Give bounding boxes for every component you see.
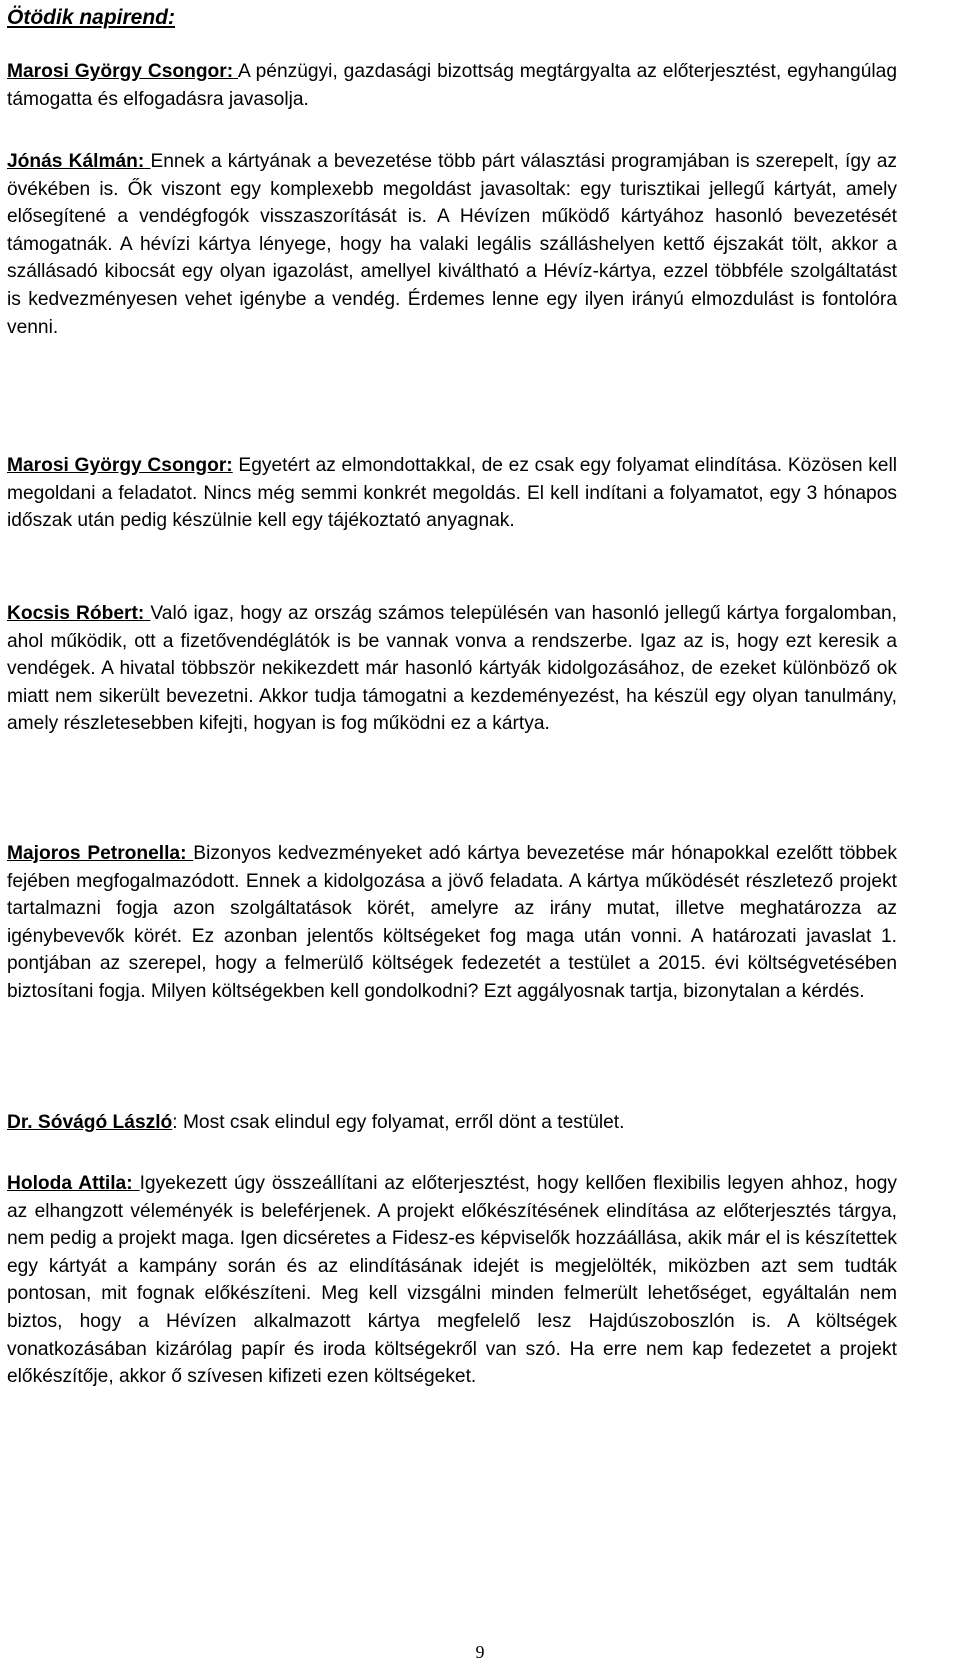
- speaker-name: Dr. Sóvágó László: [7, 1112, 173, 1133]
- paragraph-text: Való igaz, hogy az ország számos településén van hasonló jellegű kártya forgalomban, ahol működik, ott a fizetővendéglátók is be vannak vonva a rendszerbe. Igaz az is, hogy ezt keresik a vendégek. A hivatal többször nekikezdett már hasonló kártyák kidolgozásához, de ezeket különböző ok miatt nem sikerült bevezetni. Akkor tudja támogatni a kezdeményezést, ha készül egy olyan tanulmány, amely részletesebben kifejti, hogyan is fog működni ez a kártya.: [7, 603, 898, 735]
- paragraph-text: Egyetért az elmondottakkal, de ez csak egy folyamat elindítása. Közösen kell megoldani a feladatot. Nincs még semmi konkrét megoldás. El kell indítani a folyamatot, egy 3 hónapos időszak után pedig készülnie kell egy tájékoztató anyagnak.: [7, 455, 897, 532]
- speaker-name: Holoda Attila:: [7, 1173, 133, 1194]
- paragraph-text: A pénzügyi, gazdasági bizottság megtárgyalta az előterjesztést, egyhangúlag támogatta és elfogadásra javasolja.: [7, 61, 897, 110]
- speaker-name: Majoros Petronella:: [7, 843, 187, 864]
- paragraph-kocsis: [7, 600, 897, 738]
- paragraph-text: Bizonyos kedvezményeket adó kártya bevezetése már hónapokkal ezelőtt többek fejében megfogalmazódott. Ennek a kidolgozása a jövő feladata. A kártya működését részletező projekt tartalmazni fogja azon szolgáltatások körét, amelyre az irány mutat, illetve meghatározza az igénybevevők körét. Ez azonban jelentős költségeket fog maga után vonni. A határozati javaslat 1. pontjában az szerepel, hogy a felmerülő költségek fedezetét a testület a 2015. évi költségvetésében biztosítani fogja. Milyen költségekben kell gondolkodni? Ezt aggályosnak tartja, bizonytalan a kérdés.: [7, 843, 897, 1002]
- paragraph-marosi-2: [7, 452, 897, 535]
- speaker-name: Marosi György Csongor:: [7, 455, 233, 476]
- paragraph-holoda: [7, 1170, 897, 1391]
- page-number: 9: [475, 1642, 485, 1662]
- paragraph-text: : Most csak elindul egy folyamat, erről dönt a testület.: [172, 1112, 625, 1133]
- speaker-name: Jónás Kálmán:: [7, 151, 145, 172]
- paragraph-jonas: [7, 148, 897, 341]
- speaker-suffix: [133, 1173, 140, 1194]
- paragraph-text: Igyekezett úgy összeállítani az előterjesztést, hogy kellően flexibilis legyen ahhoz, hogy az elhangzott véleményék is beleférjenek. A projekt előkészítésének elindítása az előterjesztés tárgya, nem pedig a projekt maga. Igen dicséretes a Fidesz-es képviselők hozzáállása, akik már el is készítettek egy kártyát a kampány során és az elindításának idejét is megjelölték, miközben azt sem tudták pontosan, mit fognak előkészíteni. Meg kell vizsgálni minden felmerült lehetőséget, egyáltalán nem biztos, hogy a Hévízen alkalmazott kártya megfelelő lesz Hajdúszoboszlón is. A költségek vonatkozásában kizárólag papír és iroda költségekről van szó. Ha erre nem kap fedezetet a projekt előkészítője, akkor ő szívesen kifizeti ezen költségeket.: [7, 1173, 898, 1388]
- speaker-name: Marosi György Csongor:: [7, 61, 234, 82]
- speaker-name: Kocsis Róbert:: [7, 603, 145, 624]
- paragraph-sovago: [7, 1109, 897, 1137]
- paragraph-majoros: [7, 840, 897, 1006]
- paragraph-text: Ennek a kártyának a bevezetése több párt választási programjában is szerepelt, így az övékében is. Ők viszont egy komplexebb megoldást javasoltak: egy turisztikai jellegű kártyát, amely elősegítené a vendégfogók visszaszorítását is. A Hévízen működő kártyához hasonló bevezetését támogatnák. A hévízi kártya lényege, hogy ha valaki legális szálláshelyen kettő éjszakát tölt, akkor a szállásadó kibocsát egy olyan igazolást, amellyel kiváltható a Hévíz-kártya, ezzel többféle szolgáltatást is kedvezményesen vehet igénybe a vendég. Érdemes lenne egy ilyen irányú elmozdulást is fontolóra venni.: [7, 151, 897, 338]
- paragraph-marosi-1: [7, 58, 897, 113]
- agenda-heading: Ötödik napirend:: [7, 6, 175, 29]
